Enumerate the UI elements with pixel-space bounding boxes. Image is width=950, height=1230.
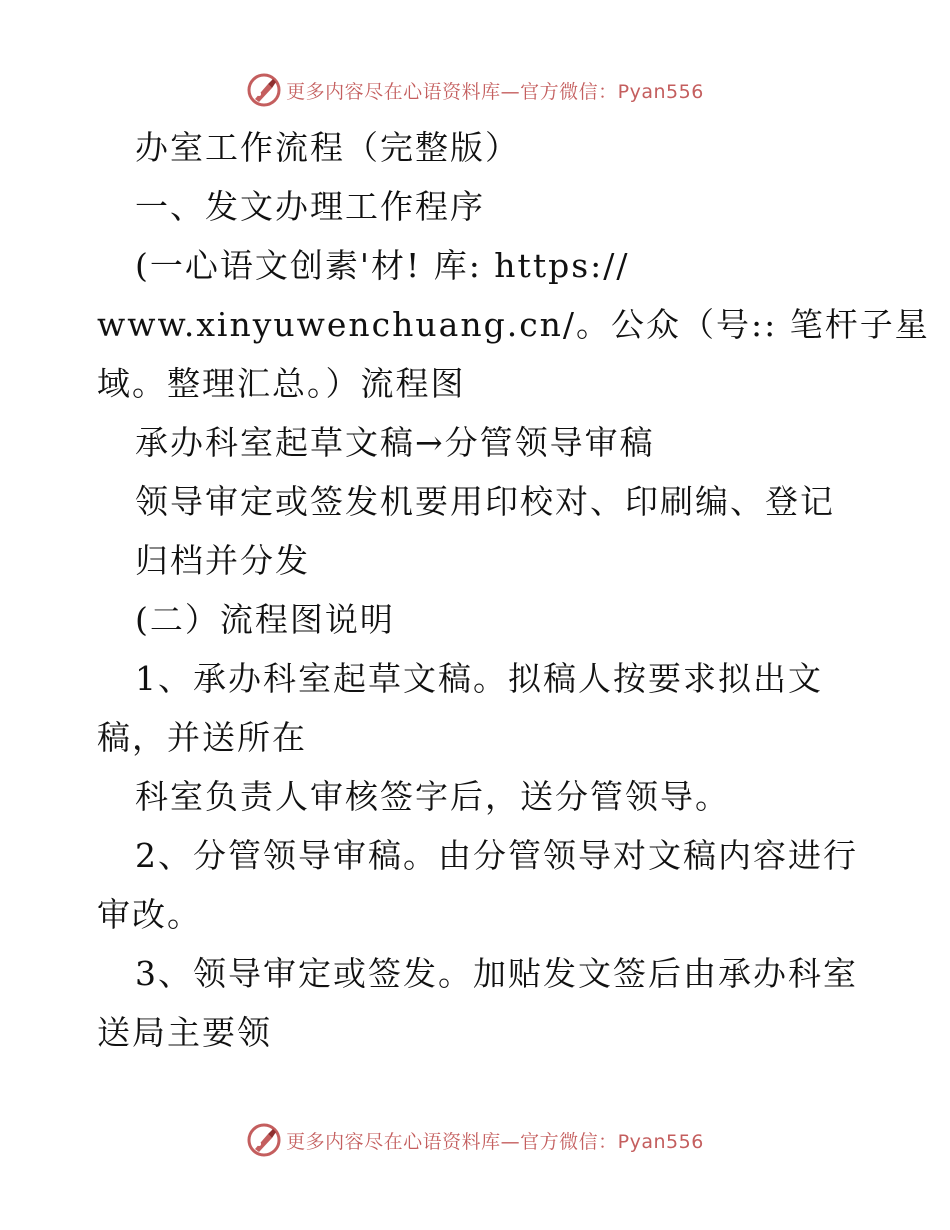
text-line: 承办科室起草文稿→分管领导审稿 (135, 423, 655, 462)
text-line: 科室负责人审核签字后，送分管领导。 (135, 777, 730, 816)
text-line: 送局主要领 (97, 1013, 272, 1052)
text-line: 2、分管领导审稿。由分管领导对文稿内容进行 (135, 836, 858, 875)
header-watermark (0, 70, 950, 110)
text-line: 归档并分发 (135, 541, 310, 580)
text-line: (一心语文创素'材! 库: https:// (135, 246, 630, 285)
pen-logo-icon (246, 72, 282, 108)
watermark-text: 更多内容尽在心语资料库—官方微信：Pyan556 (286, 80, 704, 103)
pen-logo-icon (246, 1122, 282, 1158)
text-line: 审改。 (97, 895, 202, 934)
footer-watermark (0, 1120, 950, 1160)
text-line: www.xinyuwenchuang.cn/。公众（号:: 笔杆子星 (97, 305, 930, 344)
text-line: 稿，并送所在 (97, 718, 307, 757)
text-line: 1、承办科室起草文稿。拟稿人按要求拟出文 (135, 659, 823, 698)
text-line: (二）流程图说明 (135, 600, 395, 639)
text-line: 3、领导审定或签发。加贴发文签后由承办科室 (135, 954, 858, 993)
document-body (97, 118, 930, 1062)
text-line: 一、发文办理工作程序 (135, 187, 485, 226)
text-line: 办室工作流程（完整版） (135, 128, 520, 167)
text-line: 领导审定或签发机要用印校对、印刷编、登记 (135, 482, 835, 521)
text-line: 域。整理汇总。）流程图 (97, 364, 466, 403)
watermark-text: 更多内容尽在心语资料库—官方微信：Pyan556 (286, 1130, 704, 1153)
